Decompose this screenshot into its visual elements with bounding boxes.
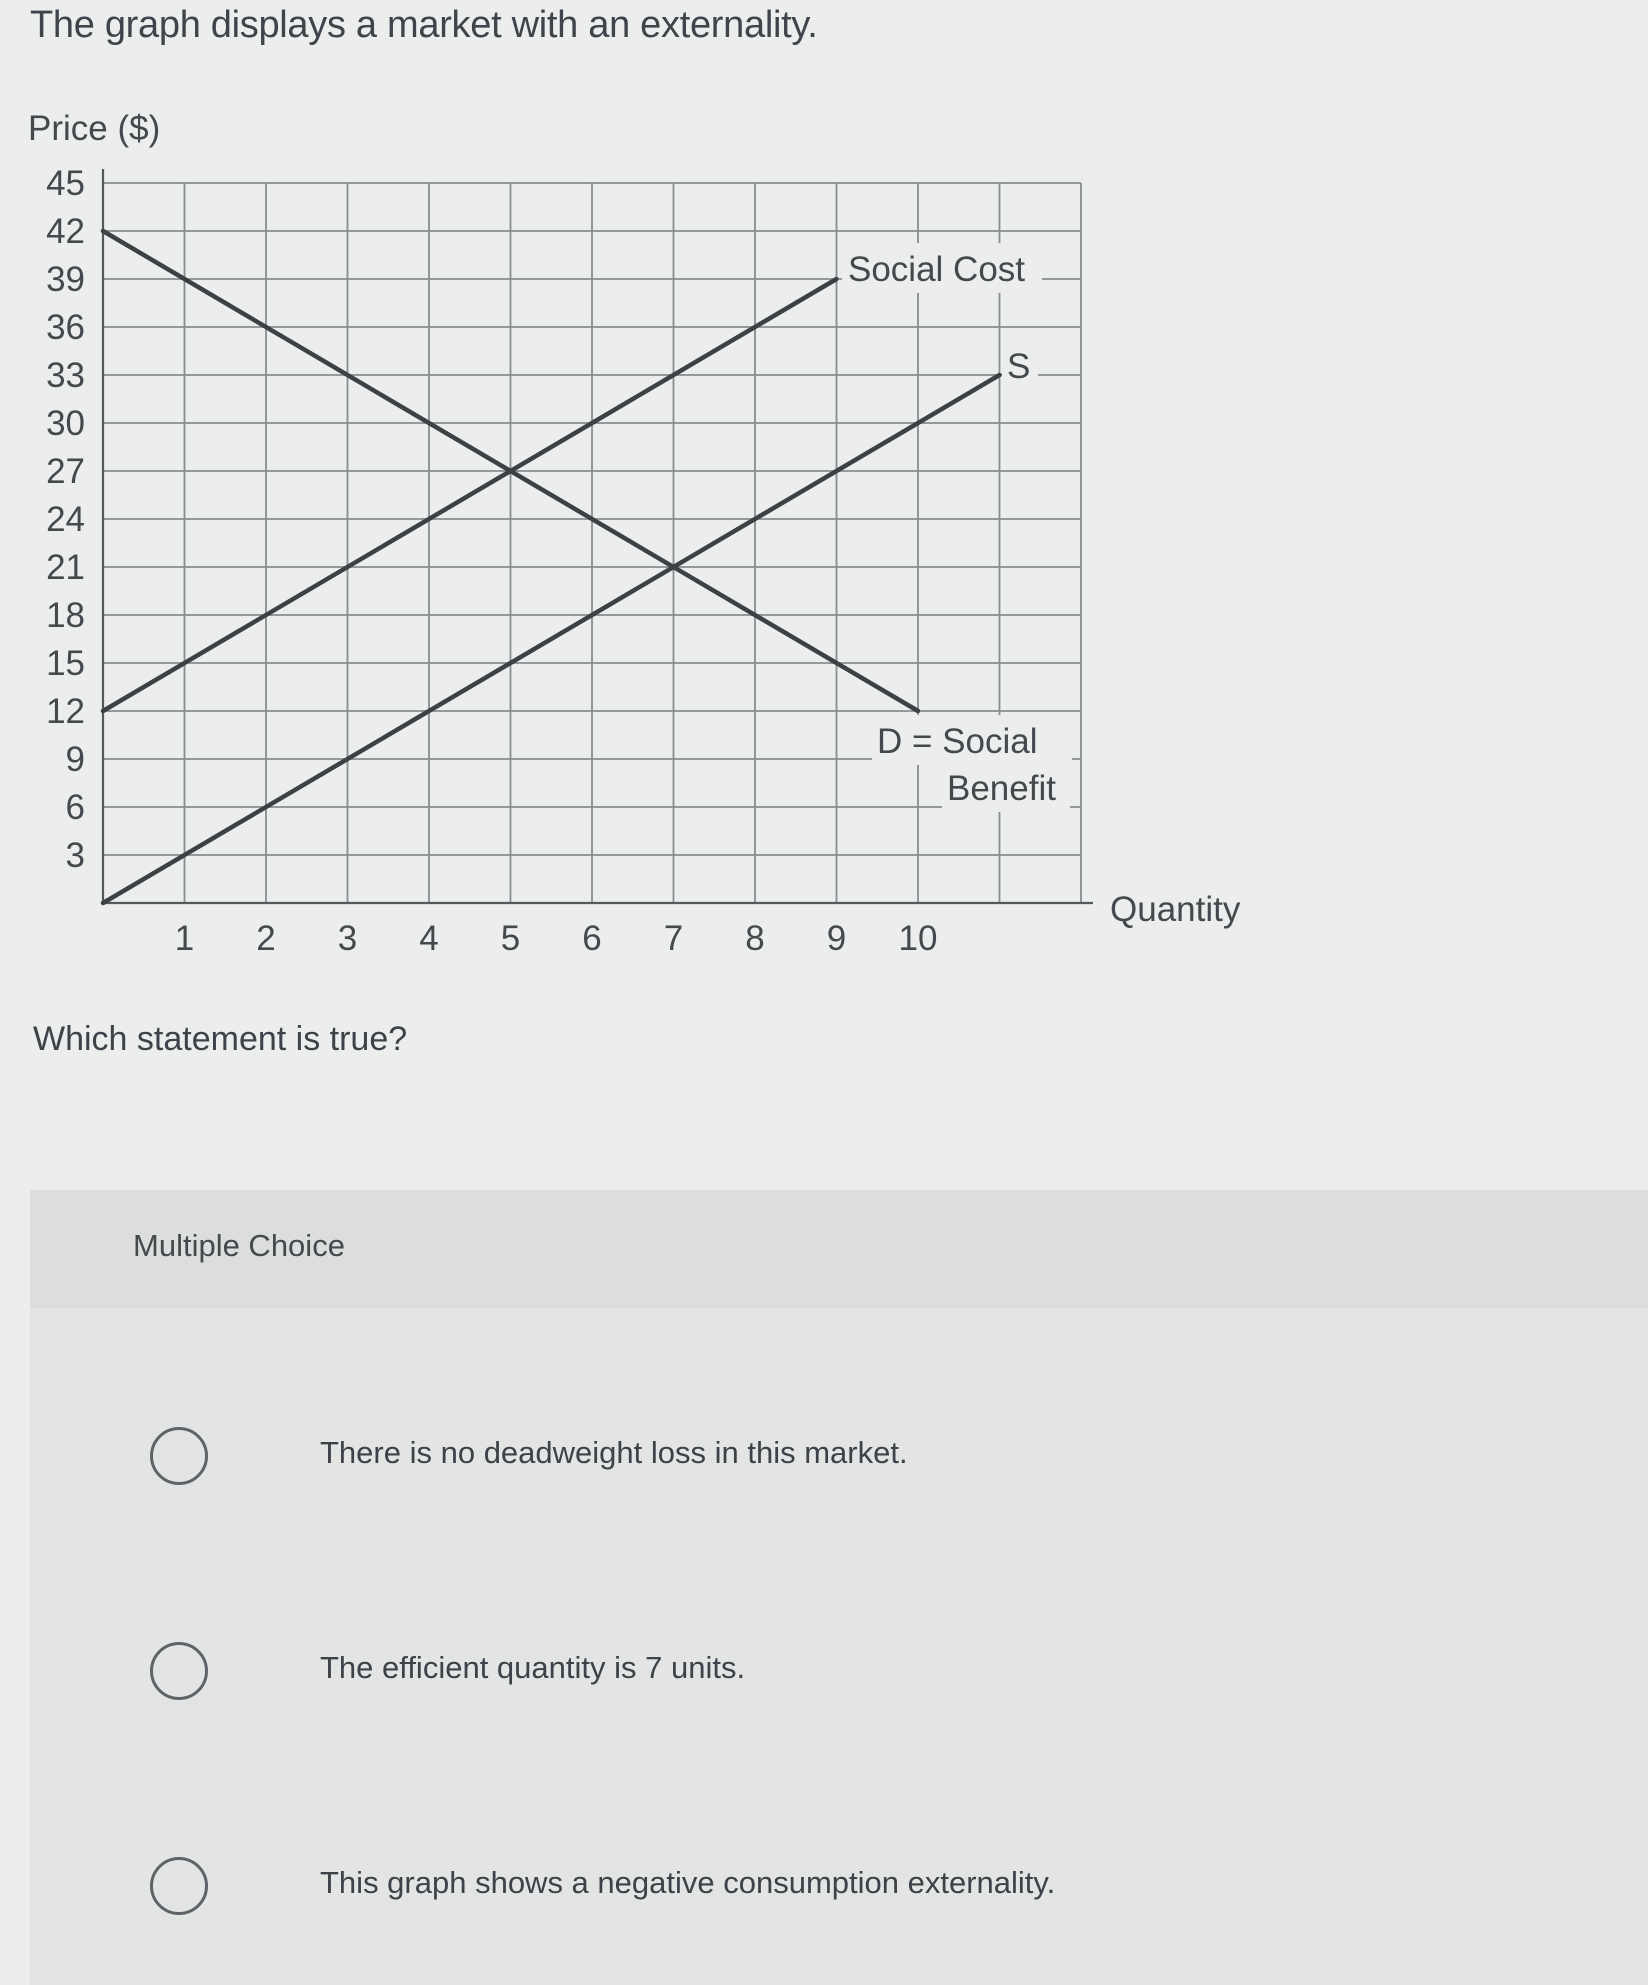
x-tick-label: 1	[174, 919, 195, 958]
x-tick-label: 4	[419, 919, 439, 958]
y-axis-label: Price ($)	[28, 109, 161, 148]
question-prompt: The graph displays a market with an externality.	[30, 4, 818, 46]
y-tick-label: 45	[46, 164, 85, 203]
y-tick-label: 24	[46, 500, 85, 539]
choice-option-2[interactable]	[150, 1642, 1450, 1722]
y-tick-label: 27	[46, 452, 85, 491]
demand-label-line1: D = Social	[877, 722, 1038, 761]
choice-label-3[interactable]: This graph shows a negative consumption externality.	[320, 1865, 1056, 1900]
tick-labels	[46, 164, 937, 958]
series-line-1	[103, 279, 837, 711]
series-line-2	[103, 375, 1000, 903]
y-tick-label: 39	[46, 260, 85, 299]
x-tick-label: 10	[898, 919, 938, 958]
y-tick-label: 30	[46, 404, 85, 443]
x-tick-label: 3	[337, 919, 358, 958]
y-tick-label: 3	[65, 836, 85, 875]
x-tick-label: 6	[582, 919, 602, 958]
chart-svg	[0, 95, 1300, 975]
choice-label-2[interactable]: The efficient quantity is 7 units.	[320, 1650, 746, 1685]
choice-label-1[interactable]: There is no deadweight loss in this market.	[320, 1435, 908, 1470]
y-tick-label: 21	[46, 548, 85, 587]
multiple-choice-title: Multiple Choice	[133, 1228, 345, 1263]
radio-button-icon[interactable]	[150, 1857, 208, 1915]
curve-labels	[842, 243, 1072, 812]
supply-label: S	[1007, 347, 1031, 386]
y-tick-label: 42	[46, 212, 85, 251]
y-tick-label: 36	[46, 308, 85, 347]
x-tick-label: 2	[256, 919, 276, 958]
radio-button-icon[interactable]	[150, 1427, 208, 1485]
y-tick-label: 18	[46, 596, 85, 635]
y-tick-label: 9	[65, 740, 85, 779]
externality-chart	[0, 95, 1300, 975]
multiple-choice-header	[30, 1190, 1648, 1308]
question-text: Which statement is true?	[33, 1020, 408, 1058]
choice-option-1[interactable]	[150, 1427, 1450, 1507]
x-tick-label: 9	[826, 919, 847, 958]
radio-button-icon[interactable]	[150, 1642, 208, 1700]
demand-label-line2: Benefit	[947, 769, 1056, 808]
y-tick-label: 12	[46, 692, 85, 731]
social-cost-label: Social Cost	[848, 250, 1026, 289]
x-tick-label: 7	[663, 919, 684, 958]
y-tick-label: 15	[46, 644, 85, 683]
x-tick-label: 5	[500, 919, 521, 958]
choice-option-3[interactable]	[150, 1857, 1450, 1937]
y-tick-label: 6	[65, 788, 85, 827]
x-tick-label: 8	[745, 919, 765, 958]
x-axis-label: Quantity	[1110, 890, 1241, 929]
multiple-choice-panel	[30, 1190, 1648, 1985]
y-tick-label: 33	[46, 356, 85, 395]
